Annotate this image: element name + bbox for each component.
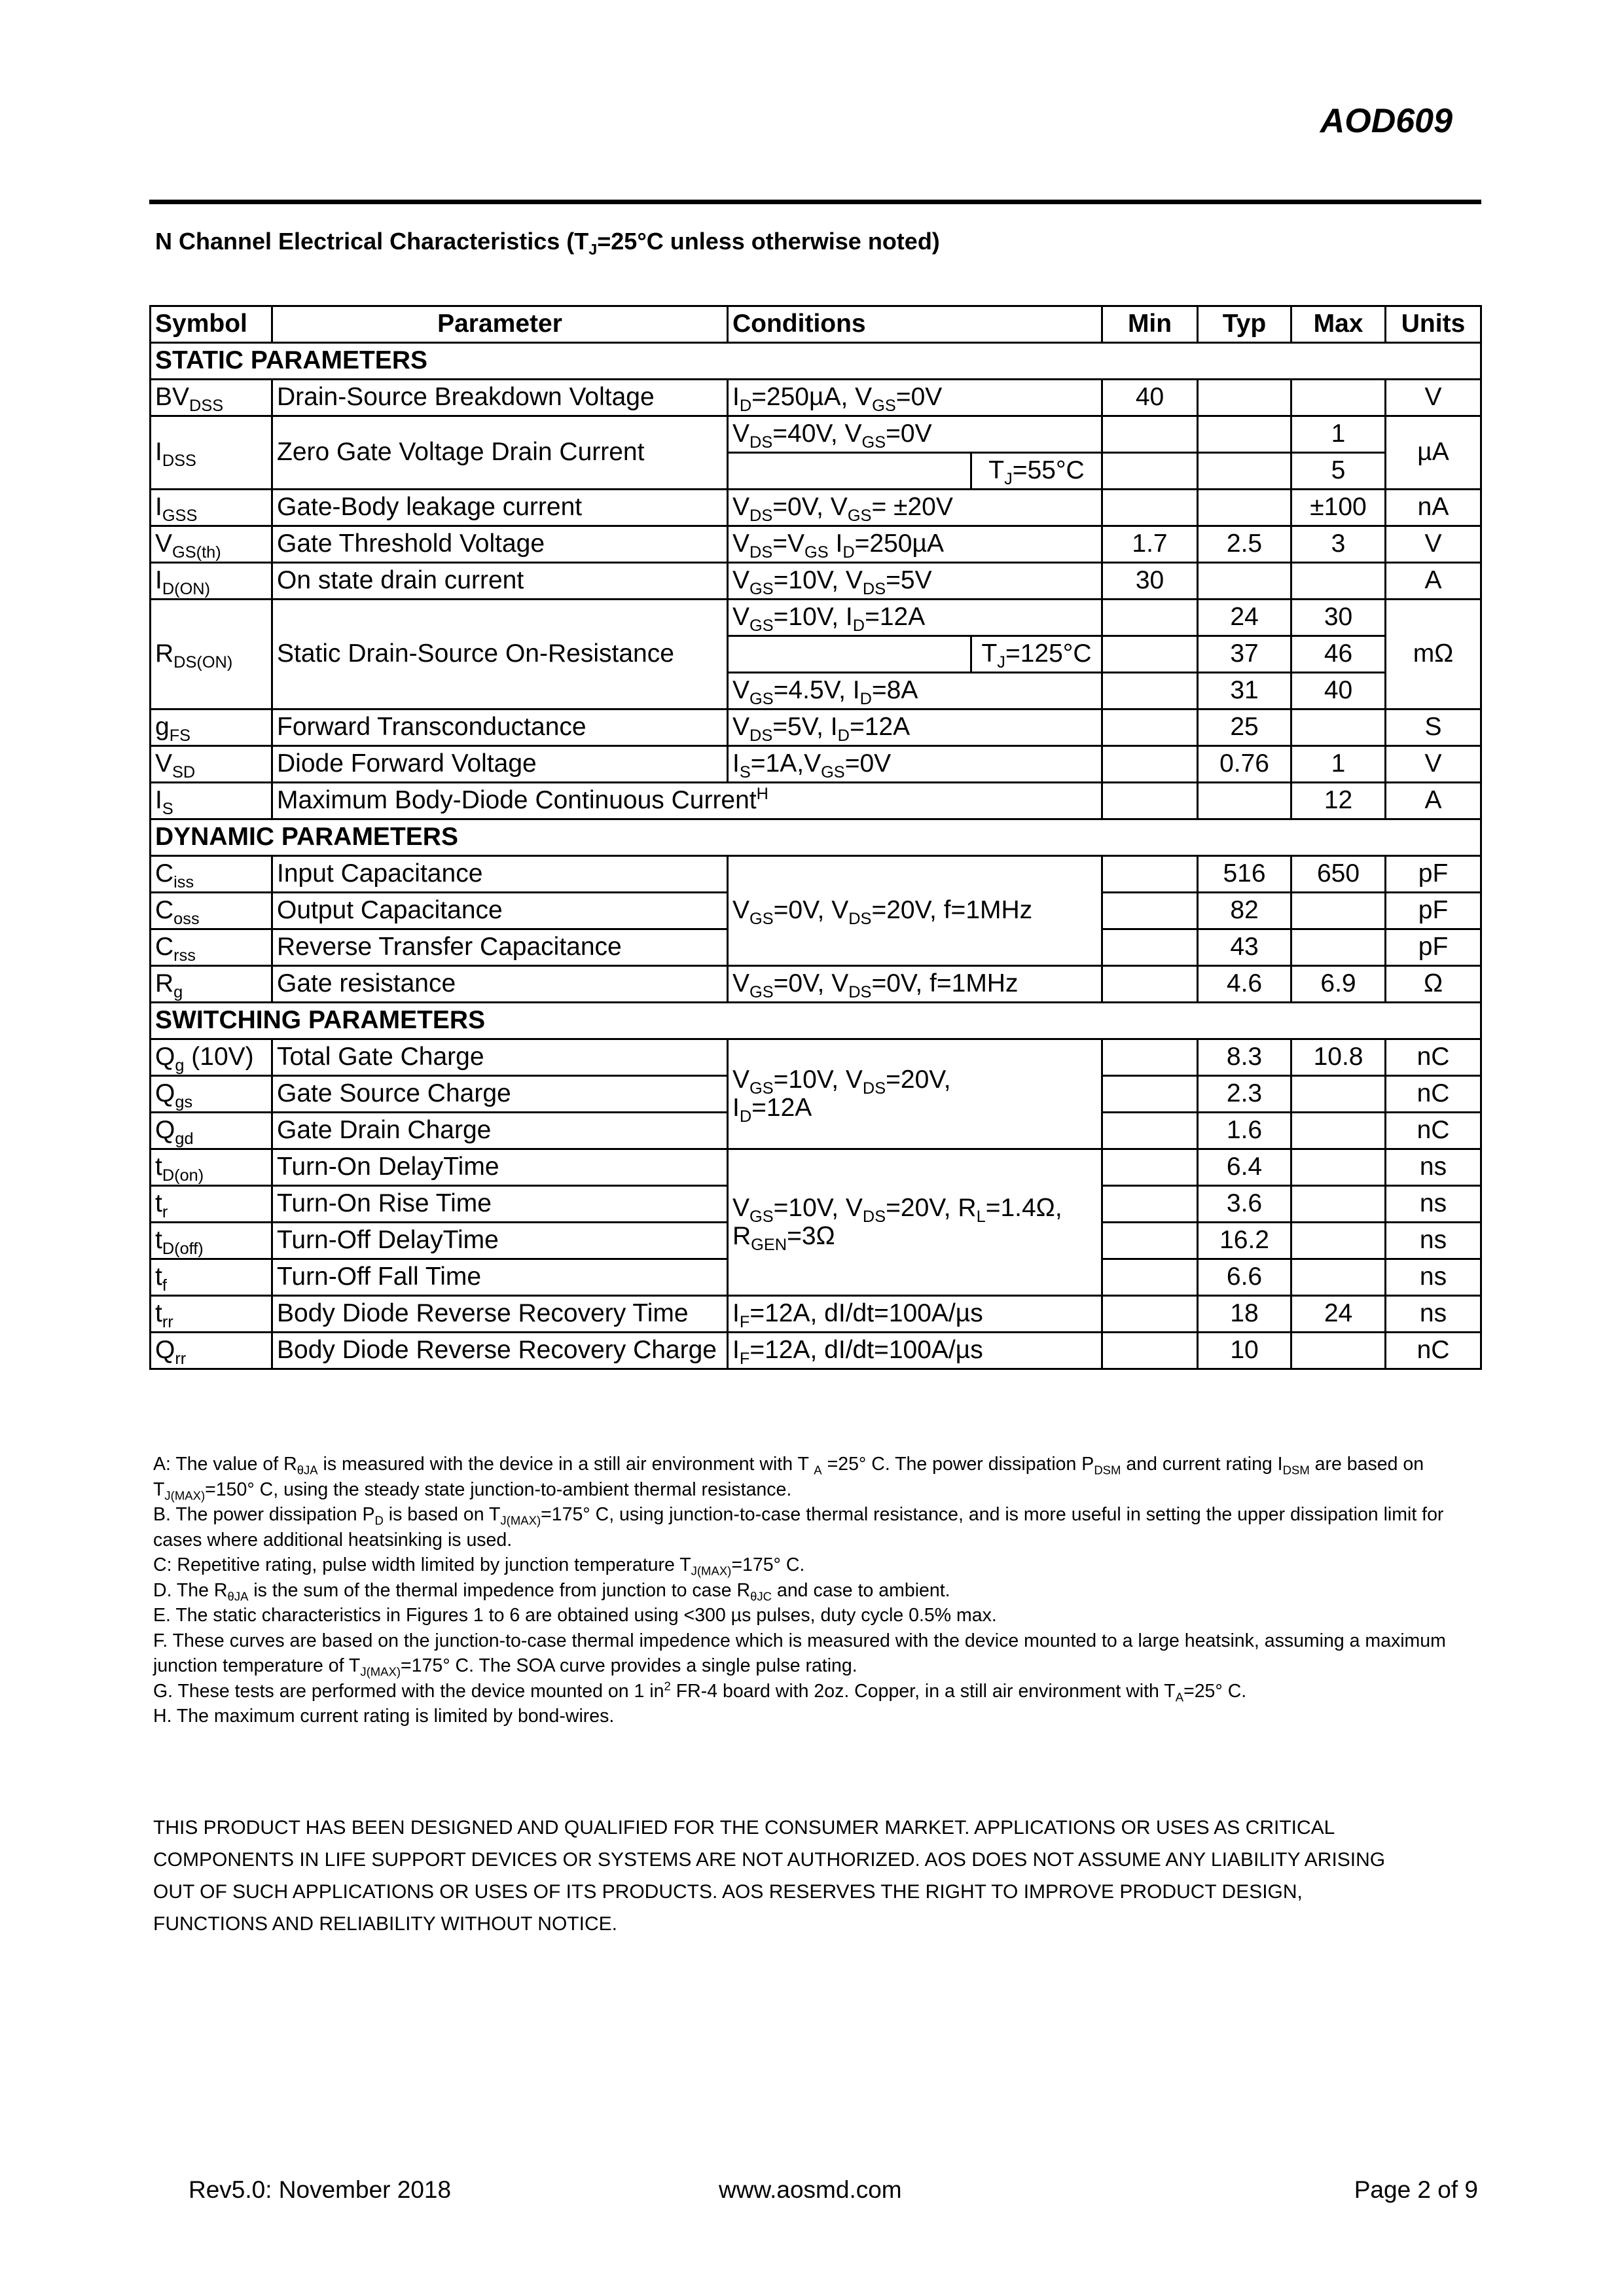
units-cell: mΩ <box>1386 600 1481 709</box>
min-cell <box>1102 636 1198 673</box>
conditions-cell: $V_{DS}=5V$, $I_D=12A$ <box>728 709 1102 746</box>
typ-cell <box>1198 416 1291 453</box>
max-cell <box>1291 563 1386 600</box>
symbol-cell: $t_{D(on)}$ <box>151 1149 272 1186</box>
footnote-e: E. The static characteristics in Figures 1 to 6 are obtained using <300 µs pulses, duty cycle 0.5% max. <box>153 1605 997 1626</box>
symbol-cell: $t_{D(off)}$ <box>151 1223 272 1259</box>
typ-cell: 82 <box>1198 893 1291 929</box>
table-row <box>151 563 1481 600</box>
max-cell: 40 <box>1291 673 1386 709</box>
min-cell <box>1102 600 1198 636</box>
max-cell <box>1291 1333 1386 1369</box>
table-row <box>151 600 1481 636</box>
symbol-cell: $Q_{gd}$ <box>151 1113 272 1149</box>
typ-cell: 43 <box>1198 929 1291 966</box>
min-cell <box>1102 490 1198 526</box>
footnote-a: A: The value of $R_{\theta JA}$ is measured with the device in a still air environment with T $_A$ =25° C. The power dissipation $P_{DSM}$ and current rating $I_{DSM}$ are based on $T_{J(MAX)}=150^\circ$ C, using the steady state junction-to-ambient thermal resistance. <box>153 1454 1424 1503</box>
conditions-cell: $V_{GS}=10V$, $V_{DS}=20V$, $I_D=12A$ <box>728 1039 1102 1149</box>
min-cell <box>1102 966 1198 1003</box>
parameter-cell: Gate resistance <box>272 966 728 1003</box>
symbol-cell: $g_{FS}$ <box>151 709 272 746</box>
symbol-cell: $R_{DS(ON)}$ <box>151 600 272 709</box>
parameter-cell: Static Drain-Source On-Resistance <box>272 600 728 709</box>
units-cell: ns <box>1386 1186 1481 1223</box>
units-cell: nA <box>1386 490 1481 526</box>
table-row <box>151 1039 1481 1076</box>
symbol-cell: $V_{GS(th)}$ <box>151 526 272 563</box>
min-cell <box>1102 1223 1198 1259</box>
typ-cell: 4.6 <box>1198 966 1291 1003</box>
disclaimer <box>153 1812 1482 1940</box>
parameter-cell: Input Capacitance <box>272 856 728 893</box>
symbol-cell: $t_f$ <box>151 1259 272 1296</box>
max-cell: 24 <box>1291 1296 1386 1333</box>
units-cell: V <box>1386 380 1481 416</box>
units-cell: nC <box>1386 1113 1481 1149</box>
section-row-switching <box>151 1003 1481 1039</box>
typ-cell: 37 <box>1198 636 1291 673</box>
symbol-cell: $t_r$ <box>151 1186 272 1223</box>
max-cell <box>1291 929 1386 966</box>
parameter-cell: Forward Transconductance <box>272 709 728 746</box>
typ-cell: 25 <box>1198 709 1291 746</box>
max-cell: 1 <box>1291 746 1386 783</box>
max-cell: 10.8 <box>1291 1039 1386 1076</box>
units-cell: ns <box>1386 1223 1481 1259</box>
min-cell <box>1102 709 1198 746</box>
max-cell: 30 <box>1291 600 1386 636</box>
electrical-characteristics-table <box>149 305 1482 1370</box>
conditions-cell: $I_F=12A$, dI/dt=100A/µs <box>728 1296 1102 1333</box>
parameter-cell: Turn-On DelayTime <box>272 1149 728 1186</box>
heading-prefix: N Channel Electrical Characteristics (T <box>155 228 589 255</box>
symbol-cell: $Q_g$ (10V) <box>151 1039 272 1076</box>
table-row <box>151 1333 1481 1369</box>
typ-cell: 31 <box>1198 673 1291 709</box>
max-cell <box>1291 1259 1386 1296</box>
section-label-dynamic: DYNAMIC PARAMETERS <box>151 819 1481 856</box>
table-row <box>151 783 1481 819</box>
max-cell: 1 <box>1291 416 1386 453</box>
conditions-cell: $V_{GS}=10V$, $I_D=12A$ <box>728 600 1102 636</box>
typ-cell: 0.76 <box>1198 746 1291 783</box>
typ-cell: 18 <box>1198 1296 1291 1333</box>
max-cell <box>1291 1113 1386 1149</box>
table-row <box>151 746 1481 783</box>
symbol-cell: $I_S$ <box>151 783 272 819</box>
typ-cell: 3.6 <box>1198 1186 1291 1223</box>
conditions-cell: $I_D=250\mu A$, $V_{GS}=0V$ <box>728 380 1102 416</box>
table-row <box>151 1149 1481 1186</box>
min-cell <box>1102 1039 1198 1076</box>
max-cell: 46 <box>1291 636 1386 673</box>
min-cell: 40 <box>1102 380 1198 416</box>
conditions-cell: $T_J=125^\circ C$ <box>971 636 1102 673</box>
units-cell: pF <box>1386 856 1481 893</box>
typ-cell: 8.3 <box>1198 1039 1291 1076</box>
max-cell <box>1291 893 1386 929</box>
max-cell <box>1291 380 1386 416</box>
units-cell: ns <box>1386 1259 1481 1296</box>
typ-cell <box>1198 453 1291 490</box>
conditions-cell: $V_{GS}=4.5V$, $I_D=8A$ <box>728 673 1102 709</box>
parameter-cell: Total Gate Charge <box>272 1039 728 1076</box>
table-header-row <box>151 306 1481 343</box>
typ-cell: 516 <box>1198 856 1291 893</box>
col-header-min: Min <box>1102 306 1198 343</box>
conditions-spacer <box>728 453 971 490</box>
min-cell <box>1102 1296 1198 1333</box>
symbol-cell: $BV_{DSS}$ <box>151 380 272 416</box>
table-row <box>151 380 1481 416</box>
typ-cell: 2.3 <box>1198 1076 1291 1113</box>
revision-label: Rev5.0: November 2018 <box>189 2176 452 2203</box>
col-header-typ: Typ <box>1198 306 1291 343</box>
max-cell <box>1291 709 1386 746</box>
min-cell <box>1102 673 1198 709</box>
units-cell: A <box>1386 563 1481 600</box>
max-cell: 5 <box>1291 453 1386 490</box>
parameter-cell: Gate Source Charge <box>272 1076 728 1113</box>
parameter-cell: Maximum Body-Diode Continuous Current$^H$ <box>272 783 1102 819</box>
units-cell: pF <box>1386 893 1481 929</box>
typ-cell: 24 <box>1198 600 1291 636</box>
disclaimer-line: COMPONENTS IN LIFE SUPPORT DEVICES OR SYSTEMS ARE NOT AUTHORIZED. AOS DOES NOT ASSUME ANY LIABILITY ARISING <box>153 1849 1386 1871</box>
col-header-conditions: Conditions <box>728 306 1102 343</box>
table-row <box>151 1296 1481 1333</box>
conditions-cell: $T_J=55^\circ C$ <box>971 453 1102 490</box>
max-cell <box>1291 1076 1386 1113</box>
parameter-cell: Gate Drain Charge <box>272 1113 728 1149</box>
heading-suffix: =25°C unless otherwise noted) <box>597 228 940 255</box>
typ-cell: 10 <box>1198 1333 1291 1369</box>
parameter-cell: Turn-On Rise Time <box>272 1186 728 1223</box>
typ-cell <box>1198 380 1291 416</box>
max-cell <box>1291 1223 1386 1259</box>
typ-cell: 1.6 <box>1198 1113 1291 1149</box>
conditions-cell: $V_{GS}=10V$, $V_{DS}=5V$ <box>728 563 1102 600</box>
parameter-cell: Drain-Source Breakdown Voltage <box>272 380 728 416</box>
min-cell <box>1102 929 1198 966</box>
header-rule <box>149 200 1481 204</box>
disclaimer-line: FUNCTIONS AND RELIABILITY WITHOUT NOTICE. <box>153 1913 617 1935</box>
symbol-cell: $Q_{rr}$ <box>151 1333 272 1369</box>
parameter-cell: Gate Threshold Voltage <box>272 526 728 563</box>
max-cell: ±100 <box>1291 490 1386 526</box>
min-cell <box>1102 416 1198 453</box>
min-cell <box>1102 1076 1198 1113</box>
units-cell: nC <box>1386 1076 1481 1113</box>
symbol-cell: $I_{DSS}$ <box>151 416 272 490</box>
parameter-cell: Zero Gate Voltage Drain Current <box>272 416 728 490</box>
min-cell <box>1102 1149 1198 1186</box>
disclaimer-line: OUT OF SUCH APPLICATIONS OR USES OF ITS PRODUCTS. AOS RESERVES THE RIGHT TO IMPROVE PRODUCT DESIGN, <box>153 1881 1303 1903</box>
symbol-cell: $C_{rss}$ <box>151 929 272 966</box>
section-row-dynamic <box>151 819 1481 856</box>
conditions-cell: $V_{GS}=0V$, $V_{DS}=0V$, f=1MHz <box>728 966 1102 1003</box>
typ-cell: 2.5 <box>1198 526 1291 563</box>
parameter-cell: Reverse Transfer Capacitance <box>272 929 728 966</box>
min-cell: 1.7 <box>1102 526 1198 563</box>
symbol-cell: $t_{rr}$ <box>151 1296 272 1333</box>
conditions-cell: $I_S=1A,V_{GS}=0V$ <box>728 746 1102 783</box>
document-title: AOD609 <box>1320 102 1453 140</box>
units-cell: ns <box>1386 1296 1481 1333</box>
parameter-cell: Turn-Off DelayTime <box>272 1223 728 1259</box>
units-cell: V <box>1386 746 1481 783</box>
section-label-static: STATIC PARAMETERS <box>151 343 1481 380</box>
units-cell: pF <box>1386 929 1481 966</box>
parameter-cell: Body Diode Reverse Recovery Time <box>272 1296 728 1333</box>
heading-subscript: J <box>588 241 598 259</box>
max-cell: 6.9 <box>1291 966 1386 1003</box>
section-heading <box>155 228 940 259</box>
table-row <box>151 709 1481 746</box>
typ-cell <box>1198 563 1291 600</box>
parameter-cell: Diode Forward Voltage <box>272 746 728 783</box>
footnote-h: H. The maximum current rating is limited by bond-wires. <box>153 1706 615 1727</box>
symbol-cell: $I_{GSS}$ <box>151 490 272 526</box>
min-cell <box>1102 453 1198 490</box>
symbol-cell: $R_g$ <box>151 966 272 1003</box>
col-header-symbol: Symbol <box>151 306 272 343</box>
units-cell: S <box>1386 709 1481 746</box>
units-cell: nC <box>1386 1039 1481 1076</box>
min-cell <box>1102 856 1198 893</box>
footnote-d: D. The $R_{\theta JA}$ is the sum of the thermal impedence from junction to case $R_{\theta JC}$ and case to ambient. <box>153 1579 950 1604</box>
col-header-parameter: Parameter <box>272 306 728 343</box>
typ-cell: 6.6 <box>1198 1259 1291 1296</box>
footnote-g: G. These tests are performed with the device mounted on 1 $in^2$ FR-4 board with 2oz. Copper, in a still air environment with $T_A=25^\circ$ C. <box>153 1679 1247 1704</box>
max-cell: 12 <box>1291 783 1386 819</box>
table-row <box>151 856 1481 893</box>
parameter-cell: On state drain current <box>272 563 728 600</box>
table-row <box>151 490 1481 526</box>
footnote-f: F. These curves are based on the junction-to-case thermal impedence which is measured with the device mounted to a large heatsink, assuming a maximum junction temperature of $T_{J(MAX)}=175^\circ$ C. The SOA curve provides a single pulse rating. <box>153 1630 1446 1679</box>
col-header-max: Max <box>1291 306 1386 343</box>
max-cell <box>1291 1186 1386 1223</box>
units-cell: A <box>1386 783 1481 819</box>
table-row <box>151 416 1481 453</box>
min-cell <box>1102 1333 1198 1369</box>
page-number: Page 2 of 9 <box>1354 2176 1478 2203</box>
typ-cell: 16.2 <box>1198 1223 1291 1259</box>
symbol-cell: $V_{SD}$ <box>151 746 272 783</box>
min-cell <box>1102 1113 1198 1149</box>
section-label-switching: SWITCHING PARAMETERS <box>151 1003 1481 1039</box>
min-cell <box>1102 1186 1198 1223</box>
typ-cell: 6.4 <box>1198 1149 1291 1186</box>
col-header-units: Units <box>1386 306 1481 343</box>
units-cell: ns <box>1386 1149 1481 1186</box>
conditions-cell: $V_{DS}=0V$, $V_{GS}= \pm 20V$ <box>728 490 1102 526</box>
min-cell <box>1102 746 1198 783</box>
parameter-cell: Gate-Body leakage current <box>272 490 728 526</box>
conditions-cell: $I_F=12A$, dI/dt=100A/µs <box>728 1333 1102 1369</box>
min-cell: 30 <box>1102 563 1198 600</box>
units-cell: µA <box>1386 416 1481 490</box>
section-row-static <box>151 343 1481 380</box>
symbol-cell: $I_{D(ON)}$ <box>151 563 272 600</box>
parameter-cell: Turn-Off Fall Time <box>272 1259 728 1296</box>
max-cell: 3 <box>1291 526 1386 563</box>
units-cell: V <box>1386 526 1481 563</box>
conditions-cell: $V_{GS}=0V$, $V_{DS}=20V$, f=1MHz <box>728 856 1102 966</box>
max-cell: 650 <box>1291 856 1386 893</box>
footnotes <box>153 1452 1482 1729</box>
table-row <box>151 526 1481 563</box>
min-cell <box>1102 783 1198 819</box>
disclaimer-line: THIS PRODUCT HAS BEEN DESIGNED AND QUALIFIED FOR THE CONSUMER MARKET. APPLICATIONS OR USES AS CRITICAL <box>153 1817 1335 1839</box>
symbol-cell: $C_{oss}$ <box>151 893 272 929</box>
symbol-cell: $C_{iss}$ <box>151 856 272 893</box>
symbol-cell: $Q_{gs}$ <box>151 1076 272 1113</box>
conditions-cell: $V_{DS}=V_{GS}$ $I_D=250\mu A$ <box>728 526 1102 563</box>
table-row <box>151 966 1481 1003</box>
conditions-cell: $V_{DS}=40V$, $V_{GS}=0V$ <box>728 416 1102 453</box>
units-cell: nC <box>1386 1333 1481 1369</box>
min-cell <box>1102 1259 1198 1296</box>
typ-cell <box>1198 783 1291 819</box>
parameter-cell: Output Capacitance <box>272 893 728 929</box>
footnote-b: B. The power dissipation $P_D$ is based on $T_{J(MAX)}=175^\circ$ C, using junction-to-case thermal resistance, and is more useful in setting the upper dissipation limit for cases where additional heatsinking is used. <box>153 1504 1444 1551</box>
conditions-spacer <box>728 636 971 673</box>
min-cell <box>1102 893 1198 929</box>
typ-cell <box>1198 490 1291 526</box>
footnote-c: C: Repetitive rating, pulse width limited by junction temperature $T_{J(MAX)}=175^\circ$ C. <box>153 1554 805 1578</box>
units-cell: Ω <box>1386 966 1481 1003</box>
parameter-cell: Body Diode Reverse Recovery Charge <box>272 1333 728 1369</box>
max-cell <box>1291 1149 1386 1186</box>
conditions-cell: $V_{GS}=10V$, $V_{DS}=20V$, $R_L=1.4\Omega$, $R_{GEN}=3\Omega$ <box>728 1149 1102 1296</box>
website-link[interactable]: www.aosmd.com <box>719 2176 902 2203</box>
